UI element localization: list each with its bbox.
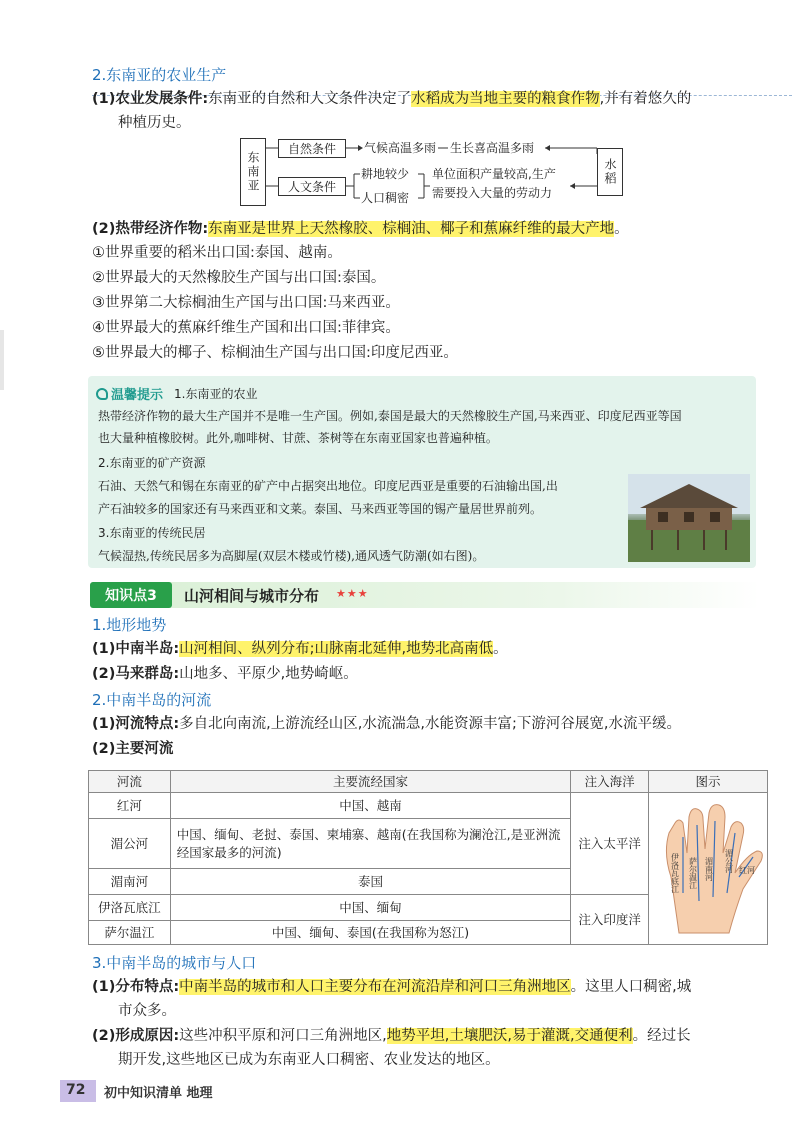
indochina-terrain-line [92, 638, 508, 660]
diagram-rice-growth: 生长喜高温多雨 [450, 141, 535, 155]
table-row [89, 793, 768, 819]
hand-label-red-river: 红河 [738, 866, 755, 875]
tip-text-5: 气候湿热,传统民居多为高脚屋(双层木楼或竹楼),通风透气防潮(如右图)。 [98, 549, 485, 563]
tropical-crops-line [92, 218, 629, 240]
difficulty-stars: ★★★ [336, 587, 369, 600]
list-item: ④世界最大的蕉麻纤维生产国和出口国:菲律宾。 [92, 320, 400, 336]
river-countries: 中国、越南 [170, 793, 571, 819]
agri-condition-line [92, 88, 691, 110]
section-title-cities: 3.中南半岛的城市与人口 [92, 954, 257, 972]
agri-condition-label: (1)农业发展条件: [92, 91, 209, 107]
distribution-text: 。这里人口稠密,城 [570, 979, 692, 995]
diagram-human-box: 人文条件 [278, 177, 346, 196]
tip-header [96, 384, 163, 403]
list-item: ②世界最大的天然橡胶生产国与出口国:泰国。 [92, 270, 386, 286]
diagram-labor: 需要投入大量的劳动力 [432, 186, 553, 200]
knowledge-title: 山河相间与城市分布 [184, 587, 320, 605]
diagram-rice-box: 水稻 [597, 148, 623, 196]
tip-heading-2: 2.东南亚的矿产资源 [98, 456, 206, 470]
distribution-cont: 市众多。 [118, 1003, 176, 1019]
diagram-southeast-asia-box: 东南亚 [240, 138, 266, 206]
river-name: 红河 [89, 793, 171, 819]
tip-title: 温馨提示 [111, 388, 164, 403]
tip-text-1: 热带经济作物的最大生产国并不是唯一生产国。例如,泰国是最大的天然橡胶生产国,马来西亚、印度尼西亚等国 [98, 409, 682, 423]
cause-end: 。经过长 [632, 1028, 691, 1044]
malay-text: 山地多、平原少,地势崎岖。 [179, 666, 358, 682]
section-title-rivers: 2.中南半岛的河流 [92, 691, 212, 709]
river-countries: 中国、缅甸 [170, 895, 571, 921]
river-features-line [92, 713, 681, 735]
agri-condition-text-b: ,并有着悠久的 [599, 91, 692, 107]
distribution-label: (1)分布特点: [92, 979, 180, 995]
page-edge [0, 330, 4, 390]
river-countries-line: 中国、缅甸、老挝、泰国、柬埔寨、越南(在我国称为澜沧江,是亚洲流 [176, 826, 561, 842]
table-header: 河流 [89, 771, 171, 793]
distribution-line [92, 976, 691, 998]
agri-condition-cont: 种植历史。 [118, 115, 191, 131]
section-title-agriculture: 2.东南亚的农业生产 [92, 66, 227, 84]
ocean-cell-pacific: 注入太平洋 [571, 793, 649, 895]
cause-text: 这些冲积平原和河口三角洲地区, [179, 1028, 387, 1044]
diagram-climate: 气候高温多雨 [364, 141, 437, 155]
hand-label-irrawaddy: 伊洛瓦底江 [670, 853, 680, 893]
hand-label-mekong: 湄公河 [724, 849, 734, 873]
river-countries-line: 经国家最多的河流) [176, 844, 282, 860]
agri-diagram [240, 134, 625, 210]
river-countries: 泰国 [170, 869, 571, 895]
river-countries [170, 819, 571, 869]
table-header: 主要流经国家 [170, 771, 571, 793]
river-features-label: (1)河流特点: [92, 716, 180, 732]
hand-label-salween: 萨尔温江 [688, 857, 698, 889]
rivers-table [88, 770, 768, 945]
diagram-land: 耕地较少 [361, 167, 410, 181]
list-item: ③世界第二大棕榈油生产国与出口国:马来西亚。 [92, 295, 400, 311]
malay-terrain-line [92, 663, 358, 685]
tip-heading-3: 3.东南亚的传统民居 [98, 526, 206, 540]
ocean-cell-indian: 注入印度洋 [571, 895, 649, 945]
river-features-text: 多自北向南流,上游流经山区,水流湍急,水能资源丰富;下游河谷展宽,水流平缓。 [179, 716, 681, 732]
table-header: 注入海洋 [571, 771, 649, 793]
river-name: 湄公河 [89, 819, 171, 869]
cause-highlight: 地势平坦,土壤肥沃,易于灌溉,交通便利 [386, 1028, 633, 1044]
tip-text-3: 石油、天然气和锡在东南亚的矿产中占据突出地位。印度尼西亚是重要的石油输出国,出 [98, 479, 558, 493]
river-countries: 中国、缅甸、泰国(在我国称为怒江) [170, 921, 571, 945]
diagram-yield: 单位面积产量较高,生产 [432, 167, 556, 181]
hand-diagram-cell [648, 793, 767, 945]
river-name: 湄南河 [89, 869, 171, 895]
tropical-crops-highlight: 东南亚是世界上天然橡胶、棕榈油、椰子和蕉麻纤维的最大产地 [208, 221, 615, 237]
tip-text-2: 也大量种植橡胶树。此外,咖啡树、甘蔗、茶树等在东南亚国家也普遍种植。 [98, 431, 498, 445]
indochina-highlight: 山河相间、纵列分布;山脉南北延伸,地势北高南低 [179, 641, 494, 657]
tropical-crops-label: (2)热带经济作物: [92, 221, 209, 237]
stilt-house-illustration [628, 474, 750, 562]
agri-condition-text-a: 东南亚的自然和人文条件决定了 [208, 91, 412, 107]
river-name: 伊洛瓦底江 [89, 895, 171, 921]
tip-heading-1: 1.东南亚的农业 [174, 387, 258, 401]
hand-river-diagram [649, 793, 767, 939]
indochina-end: 。 [493, 641, 508, 657]
knowledge-point-banner [90, 582, 760, 608]
tip-box [88, 376, 756, 568]
knowledge-badge: 知识点3 [90, 582, 172, 608]
diagram-natural-box: 自然条件 [278, 139, 346, 158]
cause-line [92, 1025, 691, 1047]
river-name: 萨尔温江 [89, 921, 171, 945]
page-number: 72 [66, 1082, 86, 1098]
stilt-house-photo [628, 474, 750, 562]
cause-label: (2)形成原因: [92, 1028, 180, 1044]
distribution-highlight: 中南半岛的城市和人口主要分布在河流沿岸和河口三角洲地区 [179, 979, 571, 995]
malay-label: (2)马来群岛: [92, 666, 180, 682]
lightbulb-icon [96, 388, 108, 400]
main-rivers-label: (2)主要河流 [92, 741, 174, 757]
cause-cont: 期开发,这些地区已成为东南亚人口稠密、农业发达的地区。 [118, 1052, 500, 1068]
table-header-row [89, 771, 768, 793]
section-title-terrain: 1.地形地势 [92, 616, 167, 634]
table-header: 图示 [648, 771, 767, 793]
list-item: ⑤世界最大的椰子、棕榈油生产国与出口国:印度尼西亚。 [92, 345, 458, 361]
tip-text-4: 产石油较多的国家还有马来西亚和文莱。泰国、马来西亚等国的锡产量居世界前列。 [98, 502, 543, 516]
list-item: ①世界重要的稻米出口国:泰国、越南。 [92, 245, 342, 261]
indochina-label: (1)中南半岛: [92, 641, 180, 657]
hand-label-chao-phraya: 湄南河 [704, 857, 714, 881]
footer-title: 初中知识清单 地理 [104, 1086, 213, 1101]
agri-condition-highlight: 水稻成为当地主要的粮食作物 [411, 91, 600, 107]
tropical-crops-end: 。 [614, 221, 629, 237]
diagram-population: 人口稠密 [361, 191, 410, 205]
